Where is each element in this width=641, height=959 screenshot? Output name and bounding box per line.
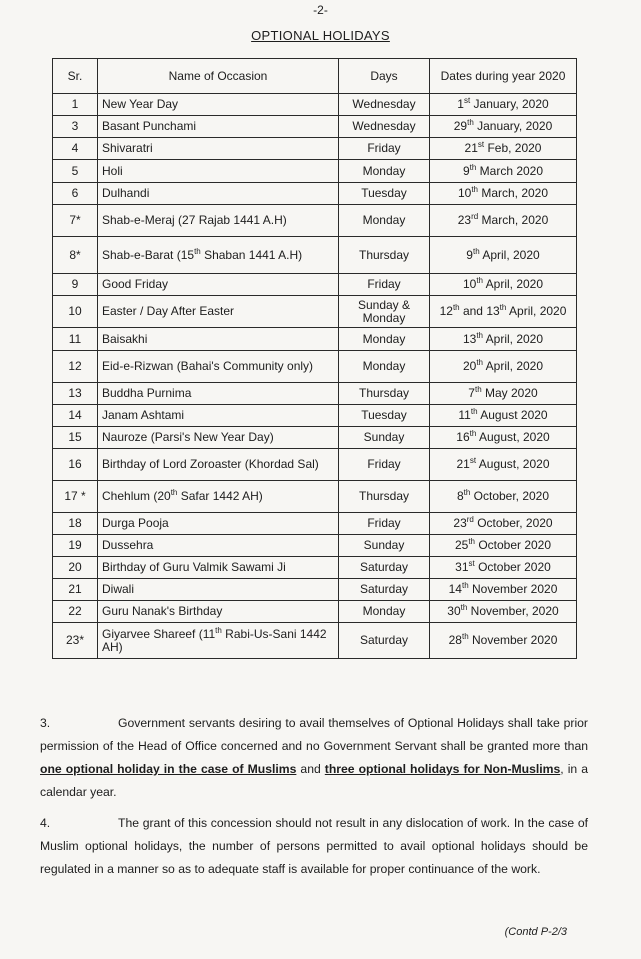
date-ordinal: th — [474, 385, 482, 394]
date-ordinal: st — [463, 96, 471, 105]
header-days: Days — [339, 59, 430, 94]
cell-date — [430, 205, 577, 237]
cell-sr — [53, 274, 98, 296]
date-day: 14 — [448, 582, 462, 596]
sr-value: 15 — [68, 430, 82, 444]
cell-date — [430, 237, 577, 274]
cell-occasion — [98, 535, 339, 557]
cell-occasion — [98, 274, 339, 296]
date-day: 21 — [464, 141, 478, 155]
day-text: Wednesday — [352, 97, 416, 111]
header-sr: Sr. — [53, 59, 98, 94]
cell-day — [339, 513, 430, 535]
day-text: Thursday — [358, 489, 410, 503]
cell-occasion — [98, 601, 339, 623]
cell-day — [339, 328, 430, 351]
cell-day — [339, 116, 430, 138]
date-ordinal: st — [477, 140, 485, 149]
cell-sr — [53, 183, 98, 205]
occasion-text: Shab-e-Meraj (27 Rajab 1441 A.H) — [102, 213, 287, 227]
occasion-text: Shivaratri — [102, 141, 153, 155]
cell-date — [430, 274, 577, 296]
table-row — [53, 183, 577, 205]
sr-value: 9 — [71, 277, 79, 291]
sr-value: 7* — [69, 213, 81, 227]
day-text: Thursday — [358, 386, 410, 400]
date-rest: April, 2020 — [482, 359, 544, 373]
day-text: Thursday — [358, 247, 410, 262]
date-day: 23 — [457, 213, 472, 227]
day-text: Saturday — [359, 560, 409, 574]
sr-value: 10 — [68, 304, 82, 318]
date-rest: January, 2020 — [470, 97, 549, 111]
date-rest: October 2020 — [474, 560, 551, 574]
sr-value: 22 — [68, 604, 82, 618]
sr-value: 8* — [69, 247, 81, 262]
date-day: 30 — [447, 604, 461, 618]
date-ordinal: th — [471, 185, 478, 194]
paragraph-3-end: , in a calendar year. — [40, 762, 588, 799]
table-row — [53, 296, 577, 328]
cell-date — [430, 449, 577, 481]
day-text: Friday — [367, 457, 401, 471]
date-rest: November 2020 — [468, 633, 558, 647]
cell-occasion — [98, 205, 339, 237]
occasion-text: Shab-e-Barat (15 — [102, 247, 195, 262]
occasion-ordinal: th — [170, 488, 178, 497]
cell-day — [339, 351, 430, 383]
occasion-text: Basant Punchami — [102, 119, 197, 133]
date-day: 9 — [466, 247, 473, 262]
day-text: Sunday & Monday — [357, 297, 411, 325]
date-ordinal: th — [467, 118, 474, 127]
date-ordinal: st — [469, 456, 477, 465]
date-rest: October 2020 — [474, 538, 552, 552]
occasion-ordinal: th — [215, 625, 222, 635]
day-text: Friday — [367, 277, 401, 291]
table-row — [53, 274, 577, 296]
day-text: Monday — [362, 163, 406, 178]
cell-occasion — [98, 160, 339, 183]
table-body — [53, 94, 577, 659]
date-ordinal: rd — [471, 212, 479, 221]
date-rest: November 2020 — [468, 582, 558, 596]
date-ordinal: th — [461, 581, 469, 590]
page-number: -2- — [313, 3, 328, 17]
title-text: OPTIONAL HOLIDAYS — [251, 28, 390, 43]
cell-date — [430, 138, 577, 160]
table-row — [53, 535, 577, 557]
date-ordinal: th — [472, 246, 480, 256]
cell-sr — [53, 94, 98, 116]
date-day: 10 — [457, 186, 472, 200]
date-day: 1 — [457, 97, 464, 111]
occasion-text: Easter / Day After Easter — [102, 304, 235, 318]
cell-sr — [53, 237, 98, 274]
cell-sr — [53, 328, 98, 351]
paragraph-3 — [40, 712, 588, 804]
date-rest: August 2020 — [477, 408, 548, 422]
date-day: 11 — [458, 408, 471, 422]
table-row — [53, 449, 577, 481]
cell-occasion — [98, 623, 339, 659]
table-row — [53, 205, 577, 237]
cell-day — [339, 383, 430, 405]
sr-value: 3 — [71, 119, 79, 133]
cell-day — [339, 579, 430, 601]
sr-value: 12 — [68, 359, 82, 373]
non-muslim-limit-text: three optional holidays for Non-Muslims — [324, 762, 561, 776]
occasion-text: Birthday of Guru Valmik Sawami Ji — [102, 560, 286, 574]
occasion-text: Diwali — [102, 582, 135, 596]
cell-day — [339, 449, 430, 481]
sr-value: 13 — [68, 386, 82, 400]
occasion-text-rest: Shaban 1441 A.H) — [200, 247, 303, 262]
table-row — [53, 351, 577, 383]
cell-date — [430, 513, 577, 535]
cell-date — [430, 94, 577, 116]
cell-date — [430, 579, 577, 601]
sr-value: 16 — [68, 457, 82, 471]
cell-day — [339, 296, 430, 328]
occasion-ordinal: th — [194, 246, 201, 256]
date-day: 8 — [456, 489, 464, 503]
day-text: Monday — [362, 359, 406, 373]
muslim-limit-text: one optional holiday in the case of Muslims — [40, 762, 297, 776]
cell-day — [339, 183, 430, 205]
table-row — [53, 405, 577, 427]
cell-sr — [53, 205, 98, 237]
occasion-text: Dulhandi — [102, 186, 150, 200]
cell-date — [430, 601, 577, 623]
date-day: 31 — [455, 560, 469, 574]
table-row — [53, 579, 577, 601]
paragraph-3-and: and — [296, 762, 325, 776]
cell-occasion — [98, 328, 339, 351]
cell-date — [430, 557, 577, 579]
paragraph-4-text: The grant of this concession should not result in any dislocation of work. In the case of Muslim optional holidays, the number of persons permitted to avail optional holidays should be regulated in a manner so as to adequate staff is available for proper continuance of the work. — [40, 816, 588, 876]
cell-sr — [53, 351, 98, 383]
date-rest: March, 2020 — [478, 213, 549, 227]
date-day: 10 — [462, 277, 477, 291]
day-text: Tuesday — [361, 186, 407, 200]
date-ordinal: th — [460, 603, 468, 612]
occasion-text: New Year Day — [102, 97, 179, 111]
table-header-row — [53, 59, 577, 94]
date-ordinal: th — [461, 632, 469, 641]
cell-day — [339, 205, 430, 237]
date-day: 20 — [462, 359, 477, 373]
cell-sr — [53, 296, 98, 328]
cell-date — [430, 160, 577, 183]
cell-occasion — [98, 405, 339, 427]
header-dates: Dates during year 2020 — [430, 59, 577, 94]
occasion-text: Buddha Purnima — [102, 386, 192, 400]
cell-occasion — [98, 94, 339, 116]
cell-occasion — [98, 138, 339, 160]
cell-sr — [53, 383, 98, 405]
sr-value: 18 — [68, 516, 82, 530]
table-row — [53, 328, 577, 351]
date-ordinal: rd — [466, 515, 474, 524]
table-row — [53, 481, 577, 513]
cell-day — [339, 405, 430, 427]
occasion-text: Good Friday — [102, 277, 169, 291]
table-row — [53, 116, 577, 138]
day-text: Sunday — [363, 430, 405, 444]
document-title — [0, 28, 641, 43]
date-day: 12 — [439, 304, 453, 318]
day-text: Wednesday — [352, 119, 416, 133]
cell-occasion — [98, 513, 339, 535]
occasion-text: Birthday of Lord Zoroaster (Khordad Sal) — [102, 457, 319, 471]
cell-date — [430, 383, 577, 405]
cell-date — [430, 481, 577, 513]
date-rest: and 13 — [459, 304, 500, 318]
date-day: 9 — [462, 163, 470, 178]
day-text: Friday — [367, 516, 401, 530]
occasion-text: Nauroze (Parsi's New Year Day) — [102, 430, 274, 444]
cell-date — [430, 405, 577, 427]
date-rest: Feb, 2020 — [484, 141, 542, 155]
cell-day — [339, 138, 430, 160]
occasion-text: Eid-e-Rizwan (Bahai's Community only) — [102, 359, 314, 373]
sr-value: 21 — [68, 582, 82, 596]
date-ordinal: th — [476, 276, 483, 285]
date-day: 25 — [454, 538, 469, 552]
table-row — [53, 94, 577, 116]
day-text: Monday — [362, 213, 406, 227]
day-text: Tuesday — [361, 408, 407, 422]
table-row — [53, 160, 577, 183]
occasion-text: Janam Ashtami — [102, 408, 185, 422]
date-ordinal: th — [469, 429, 477, 438]
sr-value: 23* — [65, 633, 85, 647]
table-row — [53, 383, 577, 405]
paragraph-3-number: 3. — [40, 716, 51, 730]
cell-sr — [53, 160, 98, 183]
occasion-text-rest: Rabi-Us-Sani 1442 AH) — [102, 626, 327, 654]
occasion-text: Holi — [102, 163, 123, 178]
sr-value: 19 — [68, 538, 82, 552]
cell-date — [430, 351, 577, 383]
date-ordinal-2: th — [499, 303, 507, 312]
cell-occasion — [98, 427, 339, 449]
cell-date — [430, 623, 577, 659]
date-day: 28 — [448, 633, 462, 647]
sr-value: 1 — [71, 97, 79, 111]
sr-value: 14 — [68, 408, 82, 422]
cell-occasion — [98, 579, 339, 601]
paragraph-3-text: Government servants desiring to avail themselves of Optional Holidays shall take prior permission of the Head of Office concerned and no Government Servant shall be granted more than — [40, 716, 588, 753]
date-rest-2: April, 2020 — [506, 304, 567, 318]
cell-date — [430, 535, 577, 557]
header-occasion: Name of Occasion — [98, 59, 339, 94]
cell-occasion — [98, 116, 339, 138]
cell-sr — [53, 116, 98, 138]
cell-day — [339, 94, 430, 116]
date-ordinal: st — [468, 559, 475, 568]
date-rest: April, 2020 — [479, 247, 540, 262]
cell-occasion — [98, 237, 339, 274]
occasion-text-rest: Safar 1442 AH) — [177, 489, 263, 503]
date-day: 29 — [453, 119, 468, 133]
cell-date — [430, 328, 577, 351]
cell-occasion — [98, 296, 339, 328]
date-day: 16 — [456, 430, 470, 444]
date-ordinal: th — [469, 162, 477, 172]
sr-value: 11 — [68, 331, 82, 346]
date-day: 7 — [468, 386, 475, 400]
cell-sr — [53, 579, 98, 601]
optional-holidays-table — [52, 58, 577, 659]
cell-sr — [53, 449, 98, 481]
date-rest: October, 2020 — [470, 489, 550, 503]
sr-value: 17 * — [64, 489, 86, 503]
date-day: 21 — [456, 457, 470, 471]
cell-day — [339, 160, 430, 183]
cell-date — [430, 183, 577, 205]
cell-day — [339, 481, 430, 513]
sr-value: 4 — [71, 141, 79, 155]
cell-occasion — [98, 183, 339, 205]
cell-date — [430, 116, 577, 138]
table-row — [53, 237, 577, 274]
cell-day — [339, 535, 430, 557]
sr-value: 5 — [71, 163, 79, 178]
date-rest: April, 2020 — [482, 277, 544, 291]
table-row — [53, 601, 577, 623]
table-row — [53, 138, 577, 160]
date-ordinal: th — [476, 330, 483, 340]
date-day: 13 — [462, 331, 477, 346]
date-rest: October, 2020 — [473, 516, 553, 530]
paragraph-4-number: 4. — [40, 816, 51, 830]
cell-sr — [53, 405, 98, 427]
cell-sr — [53, 138, 98, 160]
day-text: Sunday — [363, 538, 405, 552]
day-text: Saturday — [359, 633, 409, 647]
cell-occasion — [98, 481, 339, 513]
date-rest: April, 2020 — [482, 331, 544, 346]
date-ordinal: th — [463, 488, 471, 497]
cell-day — [339, 623, 430, 659]
continued-note: (Contd P-2/3 — [504, 926, 567, 938]
occasion-text: Baisakhi — [102, 331, 148, 346]
cell-date — [430, 296, 577, 328]
day-text: Monday — [362, 331, 406, 346]
cell-sr — [53, 513, 98, 535]
table-row — [53, 427, 577, 449]
cell-sr — [53, 557, 98, 579]
date-rest: August, 2020 — [476, 430, 550, 444]
cell-sr — [53, 601, 98, 623]
table-row — [53, 557, 577, 579]
cell-occasion — [98, 449, 339, 481]
occasion-text: Guru Nanak's Birthday — [102, 604, 223, 618]
sr-value: 20 — [68, 560, 82, 574]
date-ordinal: th — [468, 537, 475, 546]
occasion-text: Durga Pooja — [102, 516, 169, 530]
date-ordinal: th — [470, 407, 478, 416]
cell-occasion — [98, 383, 339, 405]
date-rest: November, 2020 — [467, 604, 559, 618]
cell-day — [339, 237, 430, 274]
date-ordinal: th — [476, 358, 483, 367]
cell-sr — [53, 623, 98, 659]
date-rest: January, 2020 — [473, 119, 553, 133]
cell-day — [339, 557, 430, 579]
paragraph-4 — [40, 812, 588, 881]
date-rest: March 2020 — [476, 163, 544, 178]
cell-sr — [53, 535, 98, 557]
date-rest: August, 2020 — [476, 457, 550, 471]
cell-occasion — [98, 557, 339, 579]
day-text: Monday — [362, 604, 406, 618]
date-ordinal: th — [452, 303, 460, 312]
cell-occasion — [98, 351, 339, 383]
date-rest: March, 2020 — [477, 186, 549, 200]
day-text: Saturday — [359, 582, 409, 596]
cell-day — [339, 601, 430, 623]
day-text: Friday — [367, 141, 401, 155]
cell-day — [339, 274, 430, 296]
table-row — [53, 513, 577, 535]
date-day: 23 — [453, 516, 467, 530]
cell-sr — [53, 427, 98, 449]
table-row — [53, 623, 577, 659]
cell-sr — [53, 481, 98, 513]
cell-day — [339, 427, 430, 449]
occasion-text: Giyarvee Shareef (11 — [102, 626, 216, 641]
occasion-text: Dussehra — [102, 538, 154, 552]
date-rest: May 2020 — [481, 386, 538, 400]
occasion-text: Chehlum (20 — [102, 489, 171, 503]
cell-date — [430, 427, 577, 449]
sr-value: 6 — [71, 186, 79, 200]
